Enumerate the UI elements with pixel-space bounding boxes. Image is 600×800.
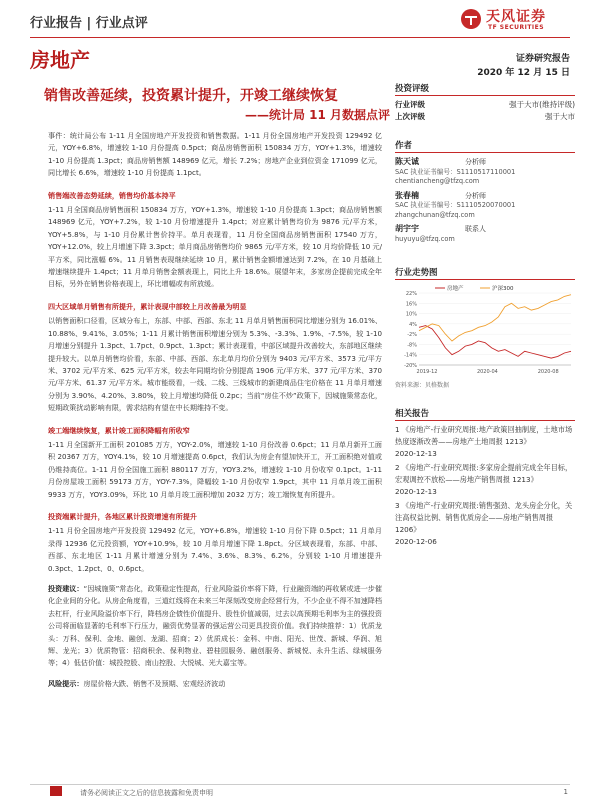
prev-rating-value: 强于大市 bbox=[545, 112, 575, 121]
series-line-real-estate bbox=[419, 326, 571, 359]
chart-source: 资料来源：贝格数据 bbox=[395, 382, 450, 389]
prev-rating-row bbox=[395, 111, 575, 123]
rating-heading: 投资评级 bbox=[395, 80, 575, 96]
author-title: 分析师 bbox=[465, 158, 486, 166]
section-title-completion: 竣工端继续恢复，累计竣工面积降幅有所收窄 bbox=[48, 425, 190, 435]
author-email[interactable]: zhangchunan@tfzq.com bbox=[395, 210, 475, 219]
tf-logo-icon bbox=[460, 8, 482, 30]
related-item-date: 2020-12-13 bbox=[395, 449, 437, 458]
section-title-sales: 销售端改善态势延续，销售均价基本持平 bbox=[48, 190, 176, 200]
header-divider bbox=[30, 37, 570, 38]
page-number: 1 bbox=[563, 788, 568, 796]
rating-row bbox=[395, 99, 575, 111]
footer-disclaimer: 请务必阅读正文之后的信息披露和免责申明 bbox=[80, 789, 213, 797]
prev-rating-label: 上次评级 bbox=[395, 112, 425, 121]
related-item[interactable] bbox=[395, 424, 575, 460]
rating-label: 行业评级 bbox=[395, 100, 425, 109]
author-email[interactable]: chentiancheng@tfzq.com bbox=[395, 177, 480, 185]
footer-logo-icon bbox=[50, 786, 62, 796]
x-tick-label: 2020-08 bbox=[537, 369, 559, 375]
trend-chart-svg bbox=[395, 283, 575, 378]
author-entry bbox=[395, 191, 575, 221]
y-tick-label: 16% bbox=[405, 301, 417, 308]
advice-paragraph bbox=[48, 583, 382, 670]
section-text-sales: 1-11 月全国商品房销售面积 150834 万方，YOY+1.3%，增速较 1-10 月份提高 1.3pct；商品房销售额 148969 亿元，YOY+7.2%，较 1-10 月份增速提升 1.4pct；对应累计销售均价为 9876 元/平方米，YOY+5.8%，与 1-10 月份累计售价持平。单月表现看，11 月份全国商品房销售面积 17540 万方，YOY+12.0%，较上月增速下降 3.3pct；单月商品房销售均价 9865 元/平方米，较 10 月均价降低 10 元/平方米，同比涨幅 6%。11 月销售表现继续延续 10 月，累计销售金额增速达到 7.2%，在 10 月基础上增速继续提升 1.4pct；11 月单月销售金额表现上，同比上升 18.6%。展望年末，多家房企提前完成全年目标，另外在销售价格表现上，环比增幅或有所放缓。 bbox=[48, 205, 382, 289]
main-body bbox=[48, 130, 382, 692]
related-item[interactable] bbox=[395, 500, 575, 548]
risk-label: 风险提示： bbox=[48, 678, 84, 688]
advice-text: “因城施策”常态化，政策稳定性提高，行业风险溢价率将下降，行业融资端的再收紧或进一步催化企业间的分化。从房企角度看，三道红线将在未来三年深刻改变房企经营行为，不少企业不得不加速降档去杠杆，行业风险溢价率下行，降档房企债性价值提升、股性价值减弱，过去以高预期毛利率为主的强投资公司将面临显著的毛利率下行压力，融资优势显著的强运营公司更具投资价值。我们持续推荐：1）优质龙头：万科、保利、金地、融创、龙湖、招商；2）优质成长：金科、中南、阳光、世茂、新城、华润、旭辉、龙光；3）优质物管：招商积余、保利物业、碧桂园服务、融创服务、新城悦、永升生活、绿城服务等；4）低估价值：城投控股、南山控股、大悦城、光大嘉宝等。 bbox=[48, 584, 382, 668]
risk-paragraph bbox=[48, 678, 382, 690]
section-text-regions: 以销售面积口径看，区域分布上，东部、中部、西部、东北 11 月单月销售面积同比增速分别为 16.01%、10.88%、9.41%、3.05%；1-11 月累计销售面积增速分别为 5.3%、-3.3%、1.9%、-7.5%，较 1-10 月增速分别提升 1.3pct、1.7pct、0.9pct、1.3pct；累计表现看，中部区域提升改善较大，东部地区继续提升较大。以单月销售均价看，东部、中部、西部、东北单月均价分别为 9403 元/平方米、3573 元/平方米、3702 元/平方米、625 元/平方米，较去年同期均价分别提高 1906 元/平方米、377 元/平方米、370 元/平方米、61.37 元/平方米。城市能级看，一线、二线、三线城市的新建商品住宅价格在 11 月单月增速分别为 3.90%、4.20%、3.80%，较上月增速均降低 0.2pc；当前“房住不炒”政策下，因城施策常态化，短期政策扰动影响有限，需求结构有望在中长期维持不变。 bbox=[48, 316, 382, 413]
authors-heading: 作者 bbox=[395, 137, 575, 153]
author-name: 陈天诚 bbox=[395, 157, 419, 166]
author-entry bbox=[395, 157, 575, 187]
legend-label: 沪深300 bbox=[492, 286, 514, 292]
x-tick-label: 2020-04 bbox=[476, 369, 498, 375]
related-item[interactable] bbox=[395, 462, 575, 498]
y-tick-label: -8% bbox=[407, 342, 417, 349]
section-text-completion: 1-11 月全国新开工面积 201085 万方，YOY-2.0%，增速较 1-10 月份改善 0.6pct；11 月单月新开工面积 20367 万方，YOY4.1%，较 10 月增速提高 0.6pct，我们认为房企有望加快开工，开工面积绝对值或仍维持高位。1-11 月份全国施工面积 880117 万方，YOY3.2%，增速较 1-10 月份收窄 0.1pct。1-11 月份房屋竣工面积 59173 万方，YOY-7.3%，降幅较 1-10 月份收窄 1.9pct，其中 11 月单月竣工面积 9933 万方，YOY3.09%，环比 10 月单月竣工面积增加 2032 万方；竣工端恢复有所提升。 bbox=[48, 439, 382, 499]
report-subtitle: ——统计局 11 月数据点评 bbox=[245, 108, 391, 122]
report-title: 销售改善延续，投资累计提升，开竣工继续恢复 bbox=[44, 88, 338, 104]
y-tick-label: 4% bbox=[409, 321, 417, 328]
related-item-title[interactable]: 2 《房地产-行业研究周报:多家房企提前完成全年目标，宏观调控不放松——房地产销售周报 1213》 bbox=[395, 463, 573, 484]
author-title: 分析师 bbox=[465, 191, 486, 200]
y-tick-label: 22% bbox=[405, 291, 417, 297]
sidebar bbox=[395, 80, 575, 548]
risk-text: 房屋价格大跌、销售不及预期、宏观经济波动 bbox=[83, 678, 226, 688]
author-entry bbox=[395, 224, 575, 244]
logo-cn-text: 天风证券 bbox=[486, 9, 546, 25]
y-tick-label: -20% bbox=[404, 363, 417, 369]
legend-label: 房地产 bbox=[447, 286, 464, 292]
section-text-investment: 1-11 月份全国房地产开发投资 129492 亿元，YOY+6.8%，增速较 1-10 月份下降 0.5pct；11 月单月录得 12936 亿元投资额，YOY+10.9%，较 10 月单月增速下降 1.8pct。分区域表现看，东部、中部、西部、东北地区 1-11 月累计增速分别为 7.4%、3.6%、8.3%、6.2%，分别较 1-10 月增速提升 0.3pct、1.2pct、0、0.6pct。 bbox=[48, 526, 382, 573]
rating-value: 强于大市(维持评级) bbox=[509, 100, 575, 109]
author-cert: SAC 执业证书编号：S1110520070001 bbox=[395, 201, 516, 209]
report-date-block bbox=[477, 52, 570, 80]
advice-label: 投资建议： bbox=[48, 584, 84, 593]
author-cert: SAC 执业证书编号：S1110517110001 bbox=[395, 167, 516, 176]
related-item-title[interactable]: 3 《房地产-行业研究周报:销售强劲、龙头房企分化，关注高权益比例、销售优质房企——房地产销售周报 1206》 bbox=[395, 501, 573, 534]
related-item-title[interactable]: 1 《房地产-行业研究周报:地产政策回抽制度，土地市场热度逐渐改善——房地产土地周报 1213》 bbox=[395, 425, 573, 446]
y-tick-label: -2% bbox=[407, 332, 417, 339]
event-paragraph: 事件：统计局公布 1-11 月全国房地产开发投资和销售数据。1-11 月份全国房地产开发投资 129492 亿元，YOY+6.8%，增速较 1-10 月份提高 0.5pct；商品房销售面积 150834 万方，YOY+1.3%，增速较 1-10 月份提高 1.3pct；商品房销售额 148969 亿元，增长 7.2%；房地产企业到位资金 171099 亿元，同比增长 6.6%，增速较 1-10 月份提高 1.1pct。 bbox=[48, 131, 382, 178]
related-item-date: 2020-12-13 bbox=[395, 487, 437, 496]
y-tick-label: 10% bbox=[405, 311, 417, 318]
y-tick-label: -14% bbox=[404, 352, 417, 359]
author-name: 张春楠 bbox=[395, 190, 419, 200]
related-heading: 相关报告 bbox=[395, 405, 575, 421]
footer-divider bbox=[30, 784, 570, 785]
report-type-label: 行业报告 | 行业点评 bbox=[30, 16, 148, 31]
sector-title: 房地产 bbox=[30, 48, 90, 72]
tf-securities-logo bbox=[460, 6, 580, 36]
report-date: 2020 年 12 月 15 日 bbox=[477, 68, 570, 78]
trend-heading: 行业走势图 bbox=[395, 264, 575, 280]
related-item-date: 2020-12-06 bbox=[395, 537, 437, 546]
section-title-investment: 投资端累计提升，各地区累计投资增速有所提升 bbox=[48, 511, 197, 521]
industry-trend-chart bbox=[395, 283, 575, 378]
x-tick-label: 2019-12 bbox=[416, 369, 438, 375]
author-name: 胡宇宇 bbox=[395, 224, 419, 233]
author-email[interactable]: huyuyu@tfzq.com bbox=[395, 234, 455, 243]
author-title: 联系人 bbox=[465, 225, 486, 233]
report-label: 证券研究报告 bbox=[515, 54, 570, 64]
logo-en-text: TF SECURITIES bbox=[488, 24, 545, 31]
section-title-regions: 四大区域单月销售有所提升，累计表现中部较上月改善最为明显 bbox=[48, 301, 247, 311]
